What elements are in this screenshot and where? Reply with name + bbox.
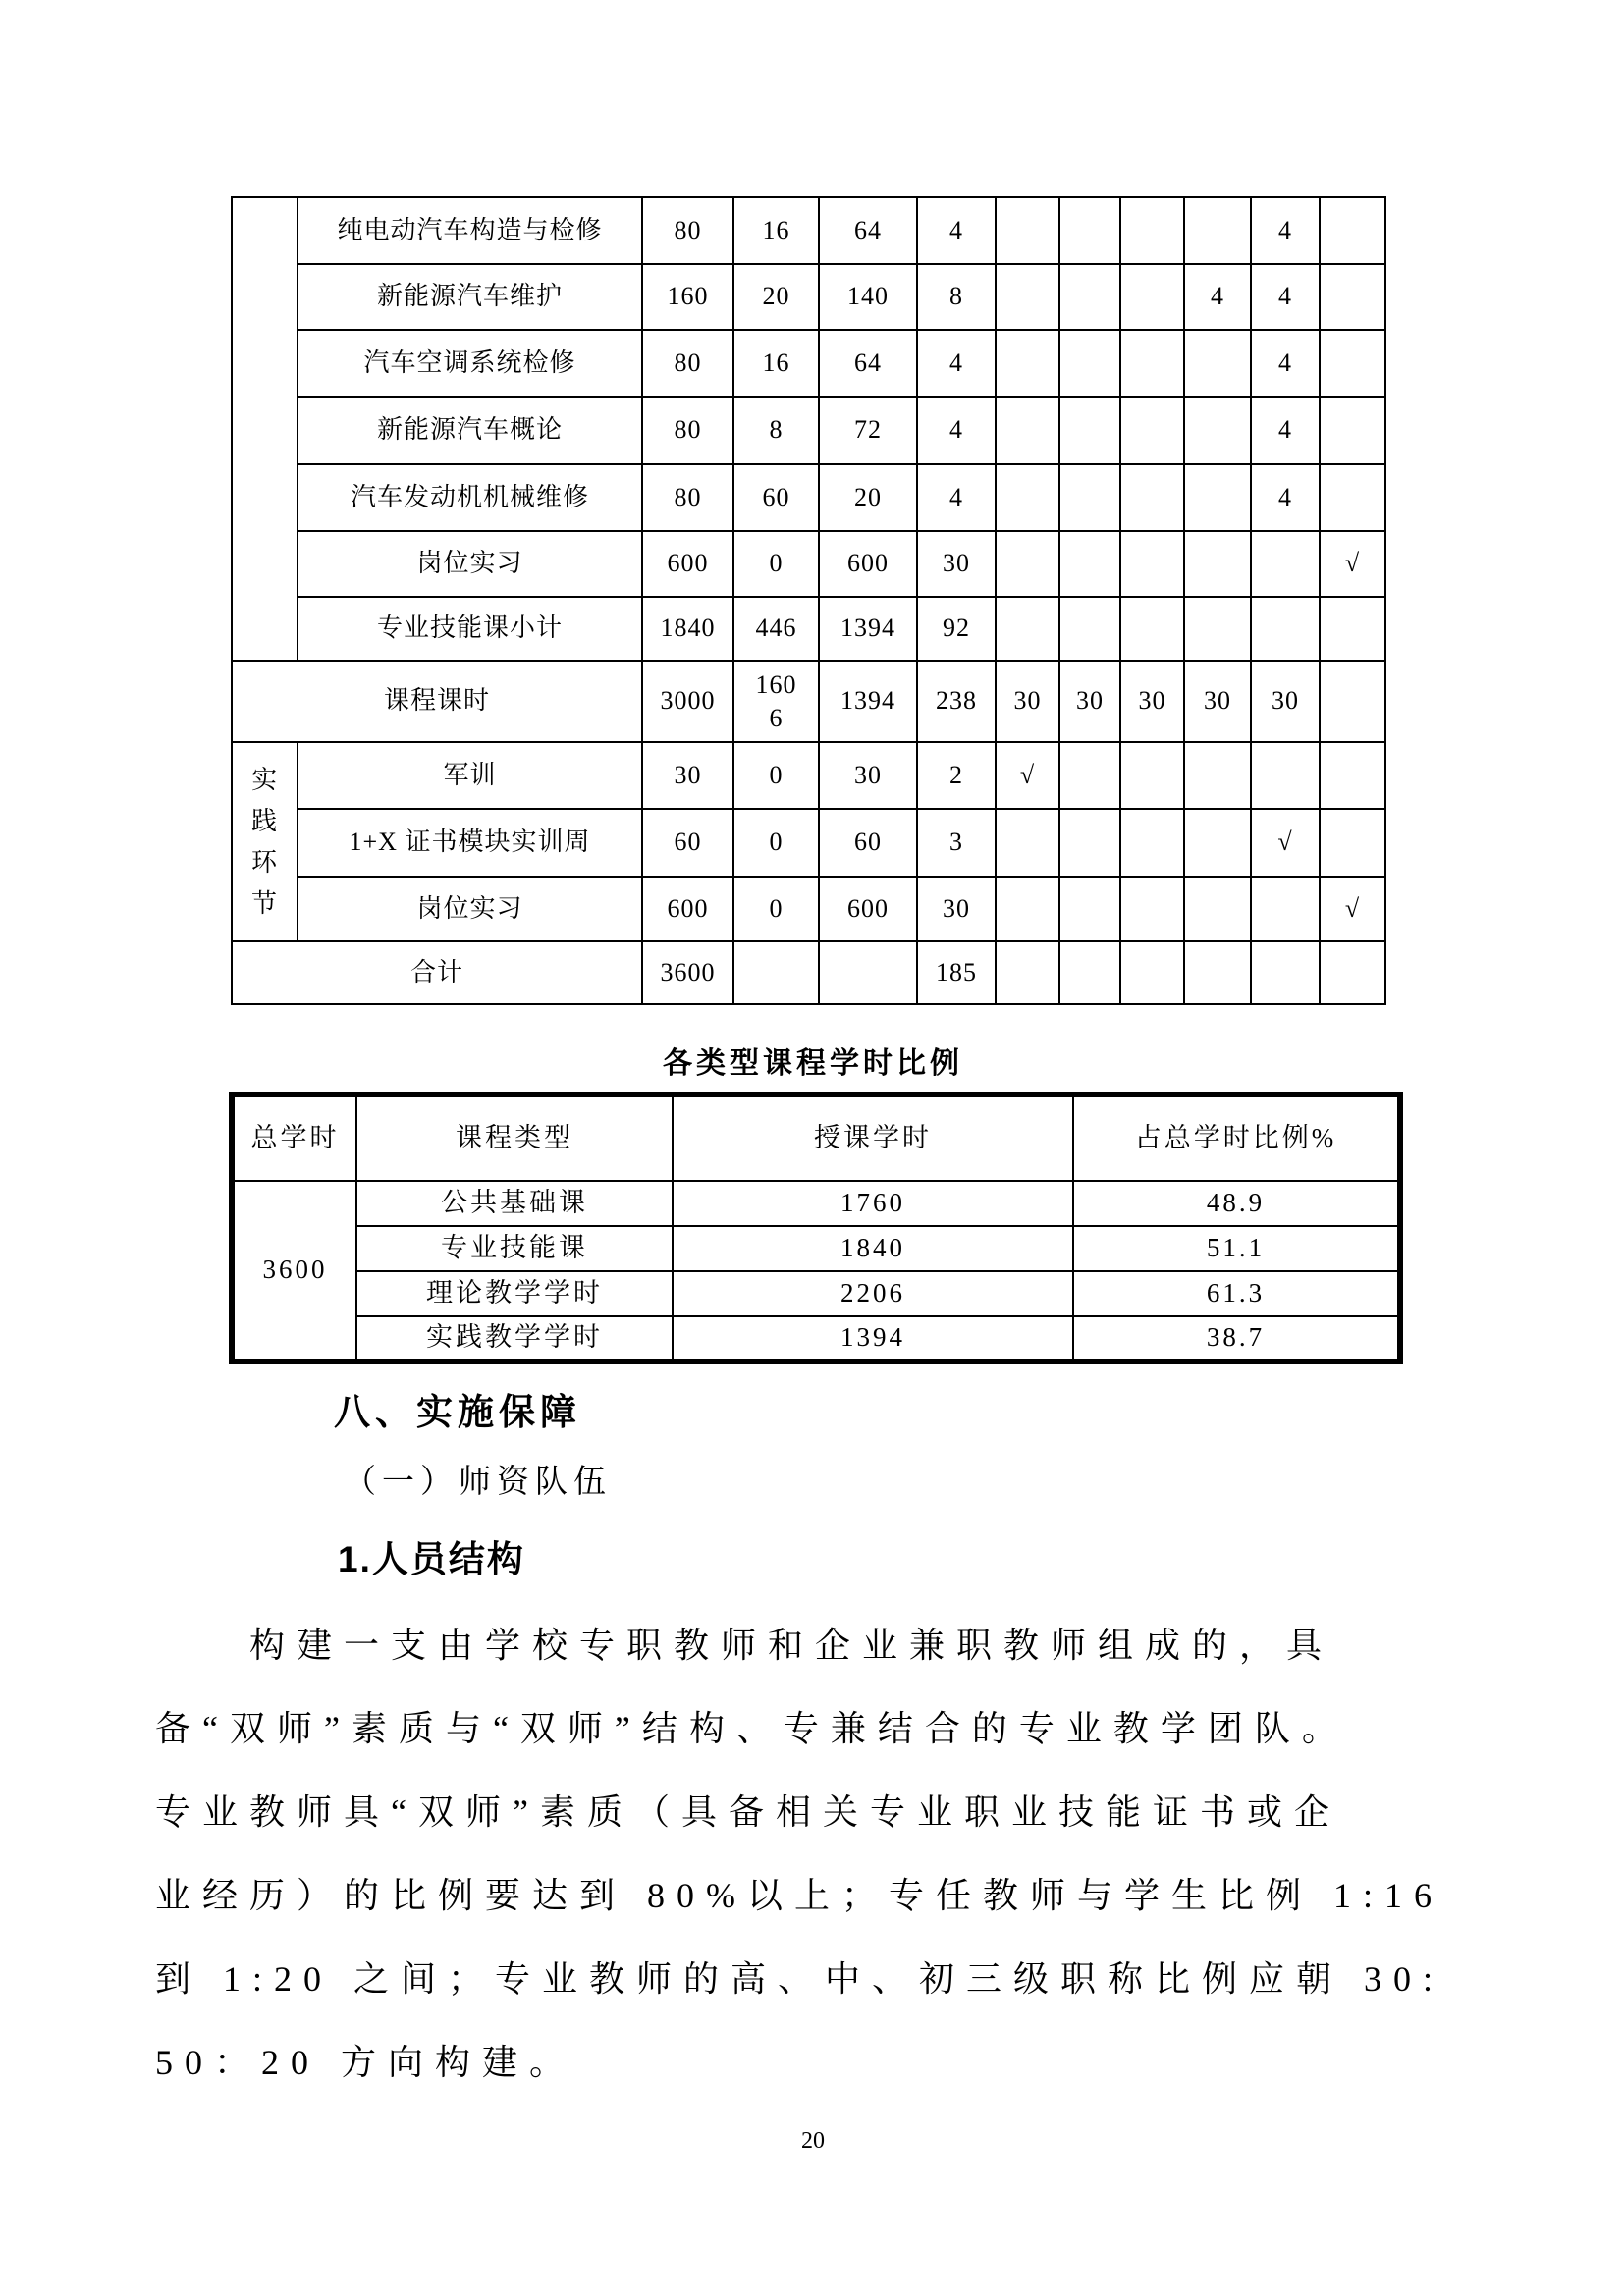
checkmark-cell: √ bbox=[1320, 877, 1385, 941]
practice-hours-cell: 60 bbox=[819, 809, 917, 877]
theory-hours-cell bbox=[733, 661, 819, 742]
credits-cell: 4 bbox=[917, 464, 996, 531]
practice-hours-cell: 20 bbox=[819, 464, 917, 531]
sem1-cell bbox=[996, 330, 1059, 397]
credits-cell: 185 bbox=[917, 941, 996, 1004]
sem3-cell bbox=[1120, 597, 1184, 661]
checkmark-cell: √ bbox=[996, 742, 1059, 809]
body-line: 构建一支由学校专职教师和企业兼职教师组成的，具 bbox=[249, 1626, 1334, 1665]
total-hours-merged-cell: 3600 bbox=[232, 1181, 356, 1362]
sem3-cell bbox=[1120, 531, 1184, 597]
table-row bbox=[232, 264, 1385, 330]
table-row bbox=[232, 531, 1385, 597]
course-type-cell: 实践教学学时 bbox=[356, 1316, 673, 1362]
sem1-cell bbox=[996, 877, 1059, 941]
total-hours-cell: 80 bbox=[642, 464, 733, 531]
table-row bbox=[232, 197, 1385, 264]
course-name-cell: 纯电动汽车构造与检修 bbox=[298, 197, 642, 264]
practice-hours-cell: 140 bbox=[819, 264, 917, 330]
teaching-hours-cell: 2206 bbox=[673, 1271, 1073, 1316]
sem5-cell bbox=[1251, 742, 1320, 809]
body-line: 到 1:20 之间；专业教师的高、中、初三级职称比例应朝 30: bbox=[155, 1959, 1445, 1999]
course-name-cell: 1+X 证书模块实训周 bbox=[298, 809, 642, 877]
sem2-cell bbox=[1059, 264, 1120, 330]
subsubsection-heading: 1.人员结构 bbox=[338, 1539, 525, 1579]
percentage-cell: 61.3 bbox=[1073, 1271, 1400, 1316]
teaching-hours-cell: 1394 bbox=[673, 1316, 1073, 1362]
group-spacer-cell bbox=[232, 197, 298, 661]
sem2-cell bbox=[1059, 464, 1120, 531]
table-row bbox=[232, 1316, 1400, 1362]
teaching-hours-cell: 1760 bbox=[673, 1181, 1073, 1226]
sem1-cell bbox=[996, 464, 1059, 531]
total-hours-cell: 3000 bbox=[642, 661, 733, 742]
sem1-cell bbox=[996, 197, 1059, 264]
sem4-cell bbox=[1184, 397, 1251, 464]
row-label-cell: 课程课时 bbox=[232, 661, 642, 742]
teaching-hours-cell: 1840 bbox=[673, 1226, 1073, 1271]
practice-hours-cell: 600 bbox=[819, 531, 917, 597]
sem4-cell bbox=[1184, 197, 1251, 264]
theory-hours-cell: 16 bbox=[733, 330, 819, 397]
sem4-cell bbox=[1184, 330, 1251, 397]
course-name-cell: 汽车空调系统检修 bbox=[298, 330, 642, 397]
total-hours-cell: 3600 bbox=[642, 941, 733, 1004]
sem4-cell bbox=[1184, 531, 1251, 597]
checkmark-cell: √ bbox=[1251, 809, 1320, 877]
theory-hours-cell: 0 bbox=[733, 877, 819, 941]
sem2-cell bbox=[1059, 597, 1120, 661]
table-header-row bbox=[232, 1095, 1400, 1181]
table-row bbox=[232, 1226, 1400, 1271]
table-row bbox=[232, 1181, 1400, 1226]
total-hours-cell: 1840 bbox=[642, 597, 733, 661]
sem6-cell bbox=[1320, 397, 1385, 464]
row-label-cell: 合计 bbox=[232, 941, 642, 1004]
course-name-cell: 汽车发动机机械维修 bbox=[298, 464, 642, 531]
table-row bbox=[232, 1271, 1400, 1316]
total-hours-cell: 80 bbox=[642, 197, 733, 264]
course-type-cell: 专业技能课 bbox=[356, 1226, 673, 1271]
header-total-hours: 总学时 bbox=[232, 1095, 356, 1181]
subsection-heading: （一）师资队伍 bbox=[344, 1465, 612, 1500]
percentage-cell: 38.7 bbox=[1073, 1316, 1400, 1362]
sem3-cell bbox=[1120, 264, 1184, 330]
theory-hours-cell: 20 bbox=[733, 264, 819, 330]
table2-title: 各类型课程学时比例 bbox=[663, 1047, 963, 1080]
table-row bbox=[232, 597, 1385, 661]
theory-hours-cell: 446 bbox=[733, 597, 819, 661]
sem6-cell bbox=[1320, 809, 1385, 877]
theory-hours-cell bbox=[733, 941, 819, 1004]
header-course-type: 课程类型 bbox=[356, 1095, 673, 1181]
hour-proportion-table bbox=[229, 1092, 1403, 1364]
sem5-cell: 30 bbox=[1251, 661, 1320, 742]
practice-hours-cell: 1394 bbox=[819, 597, 917, 661]
sem6-cell bbox=[1320, 264, 1385, 330]
sem1-cell bbox=[996, 941, 1059, 1004]
sem2-cell bbox=[1059, 330, 1120, 397]
sem3-cell: 30 bbox=[1120, 661, 1184, 742]
course-type-cell: 理论教学学时 bbox=[356, 1271, 673, 1316]
sem3-cell bbox=[1120, 464, 1184, 531]
sem1-cell bbox=[996, 531, 1059, 597]
practice-group-label-cell bbox=[232, 742, 298, 941]
theory-hours-cell: 0 bbox=[733, 742, 819, 809]
sem6-cell bbox=[1320, 742, 1385, 809]
sem5-cell: 4 bbox=[1251, 464, 1320, 531]
course-name-cell: 军训 bbox=[298, 742, 642, 809]
sem3-cell bbox=[1120, 941, 1184, 1004]
credits-cell: 238 bbox=[917, 661, 996, 742]
sem5-cell: 4 bbox=[1251, 330, 1320, 397]
practice-hours-cell: 72 bbox=[819, 397, 917, 464]
total-hours-cell: 30 bbox=[642, 742, 733, 809]
sem6-cell bbox=[1320, 941, 1385, 1004]
credits-cell: 92 bbox=[917, 597, 996, 661]
practice-hours-cell: 600 bbox=[819, 877, 917, 941]
sem3-cell bbox=[1120, 197, 1184, 264]
sem4-cell bbox=[1184, 941, 1251, 1004]
sem4-cell: 30 bbox=[1184, 661, 1251, 742]
body-line: 50：20 方向构建。 bbox=[155, 2043, 577, 2082]
sem5-cell: 4 bbox=[1251, 264, 1320, 330]
sem3-cell bbox=[1120, 877, 1184, 941]
sem3-cell bbox=[1120, 330, 1184, 397]
vertical-label: 实践环节 bbox=[250, 765, 278, 918]
checkmark-cell: √ bbox=[1320, 531, 1385, 597]
theory-hours-cell: 0 bbox=[733, 531, 819, 597]
wrapped-number: 1606 bbox=[755, 669, 797, 732]
theory-hours-cell: 16 bbox=[733, 197, 819, 264]
sem2-cell: 30 bbox=[1059, 661, 1120, 742]
credits-cell: 3 bbox=[917, 809, 996, 877]
sem2-cell bbox=[1059, 809, 1120, 877]
sem2-cell bbox=[1059, 397, 1120, 464]
percentage-cell: 48.9 bbox=[1073, 1181, 1400, 1226]
sem1-cell bbox=[996, 597, 1059, 661]
sem5-cell: 4 bbox=[1251, 397, 1320, 464]
sem3-cell bbox=[1120, 397, 1184, 464]
total-hours-cell: 600 bbox=[642, 877, 733, 941]
page-number: 20 bbox=[801, 2128, 825, 2154]
section-heading: 八、实施保障 bbox=[334, 1392, 581, 1432]
credits-cell: 30 bbox=[917, 531, 996, 597]
total-hours-cell: 60 bbox=[642, 809, 733, 877]
table-row bbox=[232, 464, 1385, 531]
credits-cell: 4 bbox=[917, 330, 996, 397]
credits-cell: 4 bbox=[917, 397, 996, 464]
body-line: 备“双师”素质与“双师”结构、专兼结合的专业教学团队。 bbox=[155, 1709, 1349, 1748]
practice-hours-cell: 30 bbox=[819, 742, 917, 809]
theory-hours-cell: 60 bbox=[733, 464, 819, 531]
total-hours-cell: 80 bbox=[642, 330, 733, 397]
sem5-cell bbox=[1251, 597, 1320, 661]
sem3-cell bbox=[1120, 742, 1184, 809]
header-teaching-hours: 授课学时 bbox=[673, 1095, 1073, 1181]
body-line: 业经历）的比例要达到 80%以上；专任教师与学生比例 1:16 bbox=[155, 1876, 1443, 1915]
theory-hours-cell: 8 bbox=[733, 397, 819, 464]
sem4-cell bbox=[1184, 464, 1251, 531]
credits-cell: 4 bbox=[917, 197, 996, 264]
sem1-cell bbox=[996, 809, 1059, 877]
sem3-cell bbox=[1120, 809, 1184, 877]
table-row bbox=[232, 877, 1385, 941]
sem4-cell bbox=[1184, 809, 1251, 877]
table-row bbox=[232, 809, 1385, 877]
practice-hours-cell: 1394 bbox=[819, 661, 917, 742]
total-hours-cell: 600 bbox=[642, 531, 733, 597]
course-type-cell: 公共基础课 bbox=[356, 1181, 673, 1226]
course-name-cell: 新能源汽车维护 bbox=[298, 264, 642, 330]
table-row bbox=[232, 742, 1385, 809]
table-row bbox=[232, 330, 1385, 397]
sem4-cell bbox=[1184, 597, 1251, 661]
percentage-cell: 51.1 bbox=[1073, 1226, 1400, 1271]
sem4-cell bbox=[1184, 742, 1251, 809]
total-hours-cell: 80 bbox=[642, 397, 733, 464]
credits-cell: 2 bbox=[917, 742, 996, 809]
sem2-cell bbox=[1059, 877, 1120, 941]
sem6-cell bbox=[1320, 597, 1385, 661]
credits-cell: 8 bbox=[917, 264, 996, 330]
practice-hours-cell bbox=[819, 941, 917, 1004]
table-row bbox=[232, 397, 1385, 464]
curriculum-table bbox=[231, 196, 1386, 1005]
sem1-cell: 30 bbox=[996, 661, 1059, 742]
sem2-cell bbox=[1059, 941, 1120, 1004]
header-percentage: 占总学时比例% bbox=[1073, 1095, 1400, 1181]
sem1-cell bbox=[996, 264, 1059, 330]
credits-cell: 30 bbox=[917, 877, 996, 941]
course-name-cell: 岗位实习 bbox=[298, 531, 642, 597]
sem2-cell bbox=[1059, 197, 1120, 264]
body-line: 专业教师具“双师”素质（具备相关专业职业技能证书或企 bbox=[155, 1792, 1341, 1832]
theory-hours-cell: 0 bbox=[733, 809, 819, 877]
sem2-cell bbox=[1059, 742, 1120, 809]
sem4-cell bbox=[1184, 877, 1251, 941]
sem5-cell: 4 bbox=[1251, 197, 1320, 264]
sem5-cell bbox=[1251, 941, 1320, 1004]
total-hours-cell: 160 bbox=[642, 264, 733, 330]
practice-hours-cell: 64 bbox=[819, 330, 917, 397]
sem6-cell bbox=[1320, 661, 1385, 742]
practice-hours-cell: 64 bbox=[819, 197, 917, 264]
sem2-cell bbox=[1059, 531, 1120, 597]
course-name-cell: 专业技能课小计 bbox=[298, 597, 642, 661]
sem6-cell bbox=[1320, 464, 1385, 531]
table-row-total bbox=[232, 941, 1385, 1004]
course-name-cell: 新能源汽车概论 bbox=[298, 397, 642, 464]
table-row-course-hours bbox=[232, 661, 1385, 742]
sem5-cell bbox=[1251, 531, 1320, 597]
sem5-cell bbox=[1251, 877, 1320, 941]
sem4-cell: 4 bbox=[1184, 264, 1251, 330]
sem6-cell bbox=[1320, 197, 1385, 264]
sem1-cell bbox=[996, 397, 1059, 464]
course-name-cell: 岗位实习 bbox=[298, 877, 642, 941]
sem6-cell bbox=[1320, 330, 1385, 397]
